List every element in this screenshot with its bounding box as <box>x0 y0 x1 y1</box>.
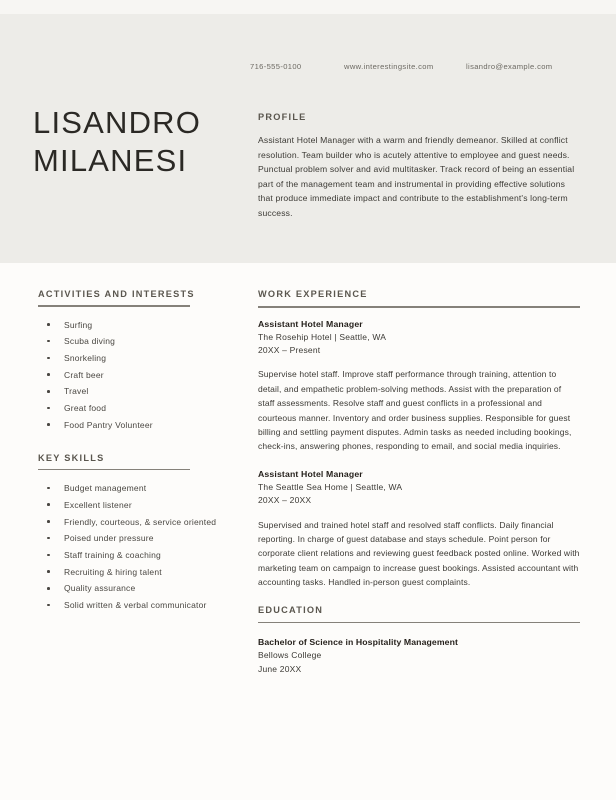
work-experience-section <box>258 289 580 590</box>
sidebar-column <box>38 289 218 614</box>
job-description: Supervise hotel staff. Improve staff performance through training, attention to detail, and empathetic problem-solving methods. Assist with the preparation of staff assessments. Resolve staff and guest conflicts in a professional and courteous manner. Inventory and order business supplies. Responsible for guest billing and settling payment disputes. Admin tasks as needed including bookings, check-ins, answering phones, responding to email, and social media inquiries. <box>258 369 572 452</box>
education-degree: Bachelor of Science in Hospitality Management <box>258 637 459 648</box>
education-entry <box>258 637 580 676</box>
list-item: Craft beer <box>38 367 218 383</box>
skills-divider <box>38 469 190 471</box>
job-dates: 20XX – Present <box>258 345 321 355</box>
list-item: Poised under pressure <box>38 530 218 546</box>
contact-website[interactable]: www.interestingsite.com <box>344 62 434 71</box>
list-item: Scuba diving <box>38 333 218 349</box>
job-description: Supervised and trained hotel staff and resolved staff conflicts. Daily financial reporting. In charge of guest database and stays schedule. Point person for corporate client relations and reviewing guest feedback posted online. Worked with marketing team on campaign to increase guest bookings. Assisted accountant with accounting tasks. Handled in-person guest complaints. <box>258 519 580 588</box>
work-experience-heading: WORK EXPERIENCE <box>258 289 368 299</box>
profile-heading: PROFILE <box>258 112 307 122</box>
activities-divider <box>38 305 190 307</box>
list-item: Budget management <box>38 480 218 496</box>
activities-list <box>38 317 218 433</box>
education-divider <box>258 622 580 624</box>
list-item: Food Pantry Volunteer <box>38 417 218 433</box>
list-item: Recruiting & hiring talent <box>38 564 218 580</box>
activities-heading: ACTIVITIES AND INTERESTS <box>38 289 195 299</box>
skills-section <box>38 453 218 614</box>
contact-row <box>250 62 590 71</box>
list-item: Travel <box>38 383 218 399</box>
name-last: MILANESI <box>33 143 188 178</box>
list-item: Solid written & verbal communicator <box>38 597 218 613</box>
education-date: June 20XX <box>258 663 302 674</box>
list-item: Quality assurance <box>38 580 218 596</box>
sidebar-spacer <box>38 434 218 453</box>
list-item: Excellent listener <box>38 497 218 513</box>
skills-list <box>38 480 218 613</box>
education-heading: EDUCATION <box>258 604 324 615</box>
job-title: Assistant Hotel Manager <box>258 468 363 479</box>
job-employer: The Rosehip Hotel | Seattle, WA <box>258 331 387 342</box>
activities-section <box>38 289 218 433</box>
name-first: LISANDRO <box>33 105 202 140</box>
list-item: Staff training & coaching <box>38 547 218 563</box>
job-dates: 20XX – 20XX <box>258 495 312 506</box>
work-experience-divider <box>258 306 580 308</box>
list-item: Snorkeling <box>38 350 218 366</box>
job-title: Assistant Hotel Manager <box>258 318 363 329</box>
page-top-margin <box>0 0 616 14</box>
candidate-name <box>33 104 248 180</box>
contact-phone: 716-555-0100 <box>250 62 302 71</box>
main-column <box>258 289 580 676</box>
list-item: Friendly, courteous, & service oriented <box>38 514 218 530</box>
list-item: Great food <box>38 400 218 416</box>
profile-text: Assistant Hotel Manager with a warm and friendly demeanor. Skilled at conflict resolution. Team builder who is acutely attentive to employee and guest needs. Punctual problem solver and avid multitasker. Track record of being an essential part of the management team and instrumental in providing effective solutions that produce immediate impact and contribute to the establishment's long-term success. <box>258 135 575 218</box>
job-entry <box>258 469 580 590</box>
contact-email[interactable]: lisandro@example.com <box>466 62 553 71</box>
job-employer: The Seattle Sea Home | Seattle, WA <box>258 481 403 492</box>
education-section <box>258 605 580 676</box>
list-item: Surfing <box>38 317 218 333</box>
profile-section <box>258 112 580 221</box>
job-entry <box>258 319 580 454</box>
education-school: Bellows College <box>258 650 322 661</box>
skills-heading: KEY SKILLS <box>38 452 105 463</box>
